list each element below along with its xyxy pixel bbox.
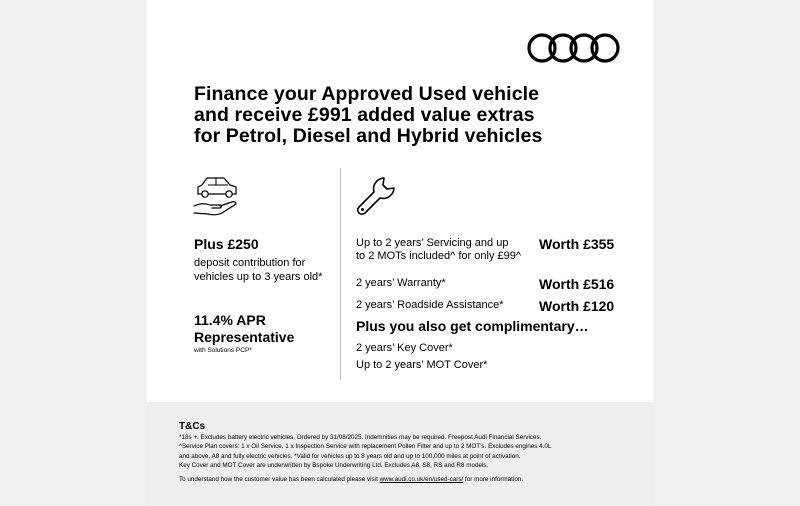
- key-cover-item: 2 years’ Key Cover*: [356, 342, 453, 354]
- mot-cover-item: Up to 2 years’ MOT Cover*: [356, 359, 488, 371]
- terms-value-prefix: To understand how the customer value has been calculated please visit: [179, 476, 380, 483]
- terms-line-1: *18s +. Excludes battery electric vehicles. Ordered by 31/08/2025. Indemnities may be required. Freepost Audi Financial Services.: [179, 434, 542, 441]
- roadside-label: 2 years’ Roadside Assistance*: [356, 299, 504, 311]
- terms-title: T&Cs: [179, 421, 206, 432]
- car-in-hand-icon: [192, 172, 242, 218]
- warranty-worth: Worth £516: [539, 276, 615, 292]
- deposit-offer-description: [194, 256, 344, 284]
- complimentary-heading: Plus you also get complimentary…: [356, 318, 589, 334]
- servicing-item: [356, 237, 521, 263]
- apr-line-2: Representative: [194, 329, 295, 345]
- terms-value-note: [179, 476, 523, 483]
- headline-line-3: for Petrol, Diesel and Hybrid vehicles: [194, 125, 543, 147]
- roadside-item: [356, 299, 504, 312]
- audi-four-rings-icon: [526, 32, 622, 64]
- servicing-worth: Worth £355: [539, 236, 615, 252]
- headline: [194, 84, 634, 147]
- deposit-desc-line-1: deposit contribution for: [194, 257, 306, 269]
- wrench-icon: [354, 174, 402, 222]
- apr-title: [194, 312, 334, 346]
- terms-line-4: Key Cover and MOT Cover are underwritten by Bspoke Underwriting Ltd. Excludes A8, S8, RS and R8 models.: [179, 462, 489, 470]
- roadside-worth: Worth £120: [539, 298, 615, 314]
- terms-text: [179, 433, 639, 471]
- deposit-offer-title: Plus £250: [194, 236, 259, 252]
- servicing-line-2: to 2 MOTs included^ for only £99^: [356, 250, 522, 262]
- warranty-item: [356, 277, 446, 290]
- used-cars-link[interactable]: www.audi.co.uk/en/used-cars/: [379, 476, 464, 483]
- apr-line-1: 11.4% APR: [194, 312, 266, 328]
- terms-line-3: and above, A8 and fully electric vehicles. *Valid for vehicles up to 8 years old and up to 100,000 miles at point of activation.: [179, 452, 521, 460]
- servicing-line-1: Up to 2 years’ Servicing and up: [356, 237, 509, 249]
- warranty-label: 2 years’ Warranty*: [356, 277, 446, 289]
- terms-line-2: ^Service Plan covers: 1 x Oil Service, 1 x Inspection Service with replacement Pollen Filter and up to 2 MOT’s. Excludes engines 4.0L: [179, 443, 552, 451]
- deposit-desc-line-2: vehicles up to 3 years old*: [194, 271, 323, 283]
- apr-note: with Solutions PCP*: [194, 347, 252, 354]
- headline-line-1: Finance your Approved Used vehicle: [194, 83, 540, 105]
- terms-value-suffix: for more information.: [463, 476, 524, 483]
- headline-line-2: and receive £991 added value extras: [194, 104, 535, 126]
